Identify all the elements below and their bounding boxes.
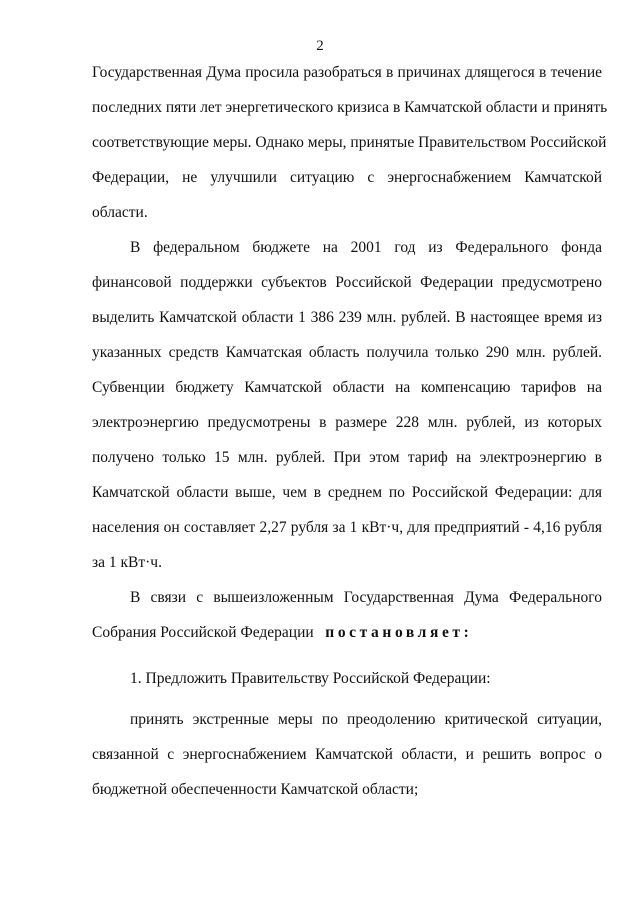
paragraph-line: указанных средств Камчатская область получила только 290 млн. рублей. <box>92 344 602 361</box>
paragraph-line: соответствующие меры. Однако меры, принятые Правительством Российской <box>92 134 607 151</box>
paragraph-line: принять экстренные меры по преодолению критической ситуации, <box>130 711 602 728</box>
paragraph-line: 1. Предложить Правительству Российской Федерации: <box>130 670 491 687</box>
paragraph-line: связанной с энергоснабжением Камчатской области, и решить вопрос о <box>92 746 602 763</box>
paragraph-energy-crisis <box>92 55 608 230</box>
paragraph-line: области. <box>92 204 148 221</box>
paragraph-line: Федерации, не улучшили ситуацию с энергоснабжением Камчатской <box>92 169 602 186</box>
paragraph-line: Государственная Дума просила разобраться в причинах длящегося в течение <box>92 64 602 81</box>
page-number: 2 <box>316 38 324 54</box>
paragraph-line-text: Собрания Российской Федерации <box>92 624 314 641</box>
paragraph-line: Субвенции бюджету Камчатской области на компенсацию тарифов на <box>92 379 602 396</box>
paragraph-line: получено только 15 млн. рублей. При этом тариф на электроэнергию в <box>92 449 602 466</box>
paragraph-proposal-heading <box>92 661 602 696</box>
paragraph-proposal-item <box>92 702 602 807</box>
resolution-keyword: постановляет: <box>325 624 473 641</box>
paragraph-line: финансовой поддержки субъектов Российской Федерации предусмотрено <box>92 274 602 291</box>
paragraph-line: В федеральном бюджете на 2001 год из Федерального фонда <box>130 239 602 256</box>
paragraph-line: выделить Камчатской области 1 386 239 млн. рублей. В настоящее время из <box>92 309 602 326</box>
paragraph-federal-budget <box>92 230 602 580</box>
paragraph-line: за 1 кВт·ч. <box>92 554 162 571</box>
paragraph-line: последних пяти лет энергетического кризиса в Камчатской области и принять <box>92 99 608 116</box>
paragraph-line: Камчатской области выше, чем в среднем по Российской Федерации: для <box>92 484 602 501</box>
paragraph-line: бюджетной обеспеченности Камчатской области; <box>92 781 419 798</box>
paragraph-line <box>92 615 602 650</box>
paragraph-line: электроэнергию предусмотрены в размере 228 млн. рублей, из которых <box>92 414 602 431</box>
paragraph-resolution-intro <box>92 580 602 650</box>
paragraph-line: населения он составляет 2,27 рубля за 1 кВт·ч, для предприятий - 4,16 рубля <box>92 519 602 536</box>
paragraph-line: В связи с вышеизложенным Государственная Дума Федерального <box>130 589 602 606</box>
